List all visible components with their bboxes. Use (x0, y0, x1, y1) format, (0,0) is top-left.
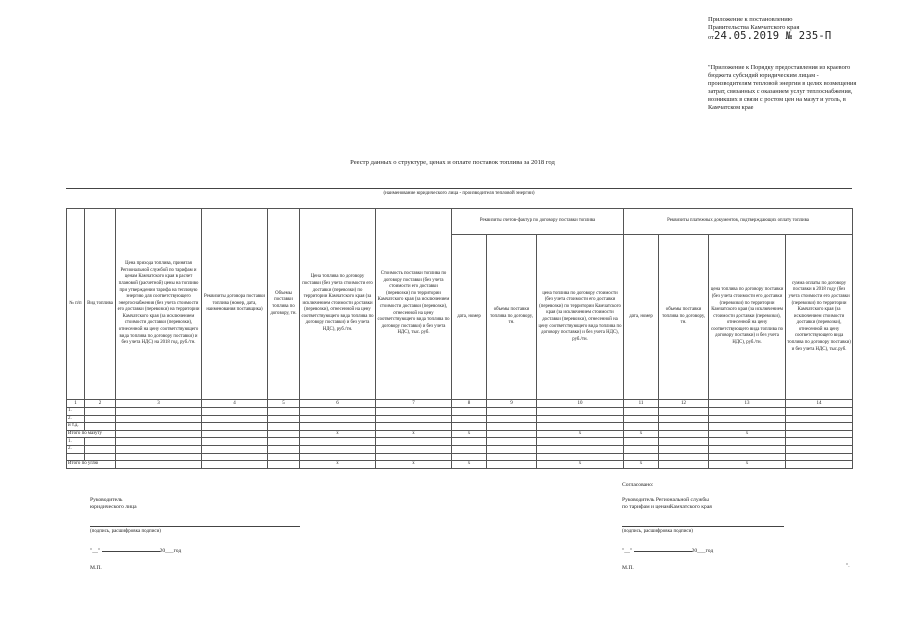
appendix-date-line (708, 32, 868, 42)
header-invoice-volume: объемы поставки топлива по договору, тн. (487, 235, 537, 400)
na-mark: x (300, 430, 376, 438)
column-number: 10 (537, 400, 624, 408)
left-signatory-title-2: юридического лица (90, 504, 137, 510)
row-label: 1. (67, 438, 85, 446)
header-group-payments: Реквизиты платежных документов, подтверждающих оплату топлива (624, 209, 853, 235)
right-signature-caption: (подпись, расшифровка подписи) (622, 529, 693, 534)
column-number: 13 (709, 400, 786, 408)
total-coal-row (67, 461, 853, 469)
entity-name-line (66, 188, 852, 189)
na-mark: x (452, 430, 487, 438)
column-number: 8 (452, 400, 487, 408)
column-number: 6 (300, 400, 376, 408)
header-accepted-price: Цена прихода топлива, принятая Региональной службой по тарифам и ценам Камчатского края в расчет плановой (расчетной) цены на топливо при утверждении тарифа на тепловую энергию для соответствующего энергоснабжения (без учета стоимости его доставки (перевозки) на территории Камчатского края (за исключением стоимости доставки (перевозки), отнесенной на цену соответствующего вида топлива по договору поставки) и без учета НДС) на 2018 год, руб./тн. (116, 209, 202, 400)
header-row-number: № п/п (67, 209, 85, 400)
resolution-date-number: 24.05.2019 № 235-П (714, 30, 832, 42)
appendix-line-1: Приложение к постановлению (708, 16, 793, 23)
column-number: 14 (786, 400, 853, 408)
row-label: 2. (67, 445, 85, 453)
right-date-field (622, 546, 752, 555)
header-payment-price: цена топлива по договору поставки (без учета стоимости его доставки (перевозки) по территории Камчатского края (за исключением стоимости доставки (перевозки), отнесенной на цену соответствующего вида топлива по договору поставки) и без учета НДС), руб./тн. (709, 235, 786, 400)
row-label: и т.д. (67, 423, 85, 431)
column-number: 7 (376, 400, 452, 408)
right-date-day: "__" (622, 548, 633, 554)
column-numbers-row (67, 400, 853, 408)
entity-name-caption: (наименование юридического лица - производителя тепловой энергии) (383, 191, 535, 196)
header-payment-date: дата, номер (624, 235, 659, 400)
right-date-year: 20___год (691, 548, 714, 554)
na-mark: x (537, 461, 624, 469)
column-number: 1 (67, 400, 85, 408)
header-invoice-price: цена топлива по договору стоимости (без учета стоимости его доставки (перевозки) по территории Камчатского края (за исключением стоимости доставки (перевозки), отнесенной на цену соответствующего вида топлива по договору поставки) и без учета НДС), руб./тн. (537, 235, 624, 400)
table-row (67, 415, 853, 423)
table-row (67, 438, 853, 446)
header-contract-price: Цена топлива по договору поставки (без учета стоимости его доставки (перевозки) по территории Камчатского края (за исключением стоимости доставки (перевозки), отнесенной на цену соответствующего вида топлива по договору поставки) и без учета НДС), руб./тн. (300, 209, 376, 400)
header-contract-volume: Объемы поставки топлива по договору, тн. (268, 209, 300, 400)
right-signatory-title-2: по тарифам и ценамКамчатского края (622, 504, 712, 510)
right-signatory-title-1: Руководитель Региональной службы (622, 497, 709, 503)
column-number: 3 (116, 400, 202, 408)
page-title: Реестр данных о структуре, ценах и оплате поставок топлива за 2018 год (350, 159, 555, 166)
column-number: 9 (487, 400, 537, 408)
left-signature-caption: (подпись, расшифровка подписи) (90, 529, 161, 534)
total-fuel-oil-label: Итого по мазуту (67, 430, 116, 438)
right-signatory (622, 497, 712, 511)
fuel-register-table (66, 208, 853, 469)
table-row (67, 445, 853, 453)
order-appendix-text: "Приложение к Порядку предоставления из краевого бюджета субсидий юридическим лицам - производителям тепловой энергии в целях возмещения затрат, связанных с оказанием услуг теплоснабжения, возникших в связи с ростом цен на мазут и уголь, в Камчатском крае (708, 64, 857, 112)
row-label: 2. (67, 415, 85, 423)
left-signature-line (90, 526, 300, 527)
total-fuel-oil-row (67, 430, 853, 438)
header-invoice-date: дата, номер (452, 235, 487, 400)
na-mark: x (376, 430, 452, 438)
header-contract-details: Реквизиты договора поставки топлива (номер, дата, наименования поставщика) (202, 209, 268, 400)
table-row (67, 453, 853, 461)
na-mark: x (624, 461, 659, 469)
header-fuel-type: Вид топлива (85, 209, 116, 400)
left-date-day: "__" (90, 548, 101, 554)
column-number: 4 (202, 400, 268, 408)
na-mark: x (537, 430, 624, 438)
appendix-line-2: Правительства Камчатского края (708, 24, 800, 31)
closing-quote: ". (846, 563, 850, 569)
left-signatory (90, 497, 137, 511)
header-contract-cost: Стоимость поставки топлива по договору поставки (без учета стоимости его доставки (перевозки) по территории Камчатского края (за исключением стоимости доставки (перевозки), отнесенной на цену соответствующего вида топлива по договору поставки) и без учета НДС), тыс. руб. (376, 209, 452, 400)
na-mark: x (709, 430, 786, 438)
column-number: 5 (268, 400, 300, 408)
agreed-label: Согласовано: (622, 482, 654, 488)
column-number: 11 (624, 400, 659, 408)
appendix-prefix: от (708, 34, 715, 41)
right-signature-line (622, 526, 784, 527)
na-mark: x (624, 430, 659, 438)
row-label: 1. (67, 408, 85, 416)
left-signatory-title-1: Руководитель (90, 497, 123, 503)
header-payment-volume: объемы поставки топлива по договору, тн. (659, 235, 709, 400)
na-mark: x (300, 461, 376, 469)
table-row (67, 408, 853, 416)
left-date-field (90, 546, 220, 555)
na-mark: x (376, 461, 452, 469)
column-number: 12 (659, 400, 709, 408)
left-stamp-place: М.П. (90, 565, 102, 571)
na-mark: x (709, 461, 786, 469)
left-date-year: 20___год (159, 548, 182, 554)
resolution-appendix-header (708, 16, 868, 42)
table-row (67, 423, 853, 431)
na-mark: x (452, 461, 487, 469)
header-payment-sum: сумма оплаты по договору поставки в 2018 году (без учета стоимости его доставки (перевозки) по территории Камчатского края (за исключением стоимости доставки (перевозки), отнесенной на цену соответствующего вида топлива по договору поставки) и без учета НДС), тыс.руб. (786, 235, 853, 400)
right-stamp-place: М.П. (622, 565, 634, 571)
total-coal-label: Итого по углю (67, 461, 116, 469)
header-group-invoices: Реквизиты счетов-фактур по договору поставки топлива (452, 209, 624, 235)
column-number: 2 (85, 400, 116, 408)
